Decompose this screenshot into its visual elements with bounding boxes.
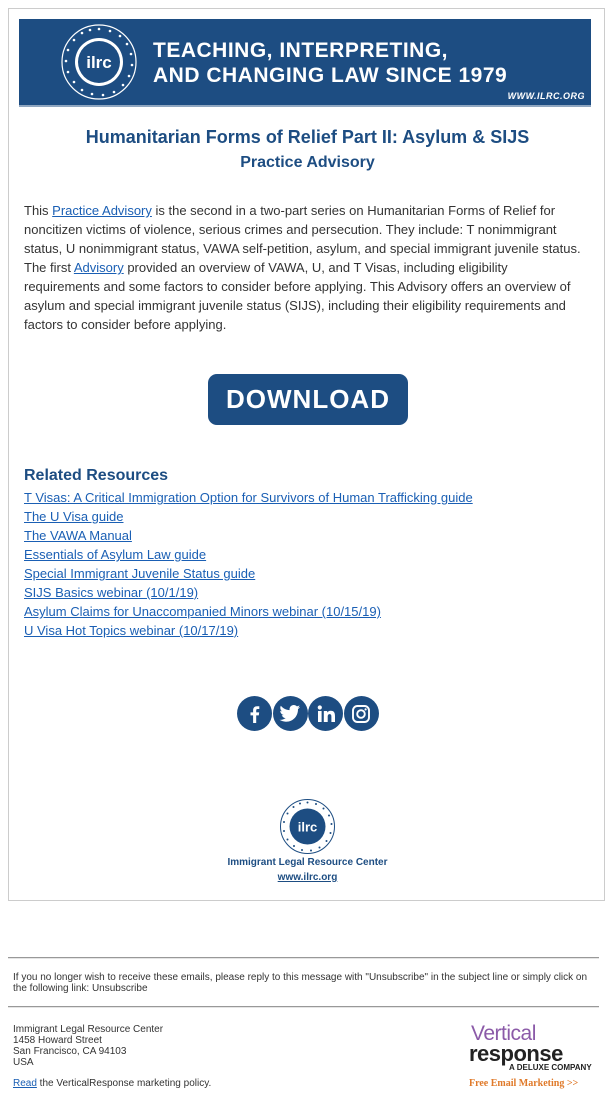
unsubscribe-link[interactable]: Unsubscribe xyxy=(91,983,148,994)
resource-link-asylum-minors-webinar[interactable]: Asylum Claims for Unaccompanied Minors webinar (10/15/19) xyxy=(24,604,381,619)
resource-link-sijs-webinar[interactable]: SIJS Basics webinar (10/1/19) xyxy=(24,585,199,600)
twitter-icon[interactable] xyxy=(273,696,308,731)
resource-link-asylum-guide[interactable]: Essentials of Asylum Law guide xyxy=(24,547,207,562)
list-item xyxy=(24,564,473,583)
organization-name: Immigrant Legal Resource Center xyxy=(227,857,388,868)
address-line: San Francisco, CA 94103 xyxy=(13,1046,127,1057)
marketing-policy: Read the VerticalResponse marketing policy. xyxy=(13,1078,212,1089)
related-resources-list xyxy=(24,488,473,640)
email-card xyxy=(8,8,605,901)
verticalresponse-logo[interactable]: Vertical response A DELUXE COMPANY Free Email Marketing >> xyxy=(469,1022,592,1089)
organization-website-link[interactable]: www.ilrc.org xyxy=(277,872,338,883)
policy-read-link[interactable]: Read xyxy=(13,1078,37,1089)
page-title: Humanitarian Forms of Relief Part II: Asylum & SIJS xyxy=(85,127,530,147)
practice-advisory-link[interactable]: Practice Advisory xyxy=(52,203,152,218)
facebook-icon[interactable] xyxy=(237,696,272,731)
instagram-icon[interactable] xyxy=(344,696,379,731)
resource-link-vawa-manual[interactable]: The VAWA Manual xyxy=(24,528,132,543)
list-item xyxy=(24,526,473,545)
resource-link-u-visa-guide[interactable]: The U Visa guide xyxy=(24,509,124,524)
address-line: Immigrant Legal Resource Center xyxy=(13,1024,164,1035)
address-line: 1458 Howard Street xyxy=(13,1035,102,1046)
header-banner xyxy=(19,19,591,107)
list-item xyxy=(24,507,473,526)
organization-url xyxy=(9,872,606,883)
related-resources-heading: Related Resources xyxy=(24,467,169,484)
svg-text:ilrc: ilrc xyxy=(297,819,318,835)
mailing-address xyxy=(13,1024,163,1068)
resource-link-sijs-guide[interactable]: Special Immigrant Juvenile Status guide xyxy=(24,566,256,581)
download-button[interactable]: DOWNLOAD xyxy=(208,374,408,425)
list-item xyxy=(24,602,473,621)
banner-tagline-line1: TEACHING, INTERPRETING, xyxy=(153,39,449,62)
resource-link-u-visa-webinar[interactable]: U Visa Hot Topics webinar (10/17/19) xyxy=(24,623,239,638)
divider xyxy=(8,957,599,959)
first-advisory-link[interactable]: Advisory xyxy=(73,260,124,275)
divider xyxy=(8,1006,599,1008)
ilrc-footer-logo xyxy=(279,798,336,855)
address-line: USA xyxy=(13,1057,34,1068)
resource-link-t-visas-guide[interactable]: T Visas: A Critical Immigration Option for Survivors of Human Trafficking guide xyxy=(24,490,473,505)
list-item xyxy=(24,545,473,564)
ilrc-seal-logo xyxy=(60,23,138,101)
page-subtitle: Practice Advisory xyxy=(240,154,375,171)
list-item xyxy=(24,488,473,507)
intro-paragraph: This Practice Advisory is the second in a two-part series on Humanitarian Forms of Relief for noncitizen victims of violence, serious crimes and persecution. They include: T nonimmigrant status, U nonimmigrant status, VAWA self-petition, asylum, and special immigrant juvenile status. The first Advisory provided an overview of VAWA, U, and T Visas, including eligibility requirements and some factors to consider before applying. This Advisory offers an overview of asylum and special immigrant juvenile status (SIJS), including their eligibility requirements and factors to consider before applying. xyxy=(24,203,581,332)
banner-tagline-line2: AND CHANGING LAW SINCE 1979 xyxy=(153,64,508,87)
svg-text:ilrc: ilrc xyxy=(86,53,112,72)
list-item xyxy=(24,583,473,602)
list-item xyxy=(24,621,473,640)
banner-url: WWW.ILRC.ORG xyxy=(507,91,585,101)
unsubscribe-notice: If you no longer wish to receive these emails, please reply to this message with "Unsubscribe" in the subject line or simply click on the following link: Unsubscribe xyxy=(13,972,588,994)
social-links xyxy=(237,696,379,732)
linkedin-icon[interactable] xyxy=(308,696,343,731)
